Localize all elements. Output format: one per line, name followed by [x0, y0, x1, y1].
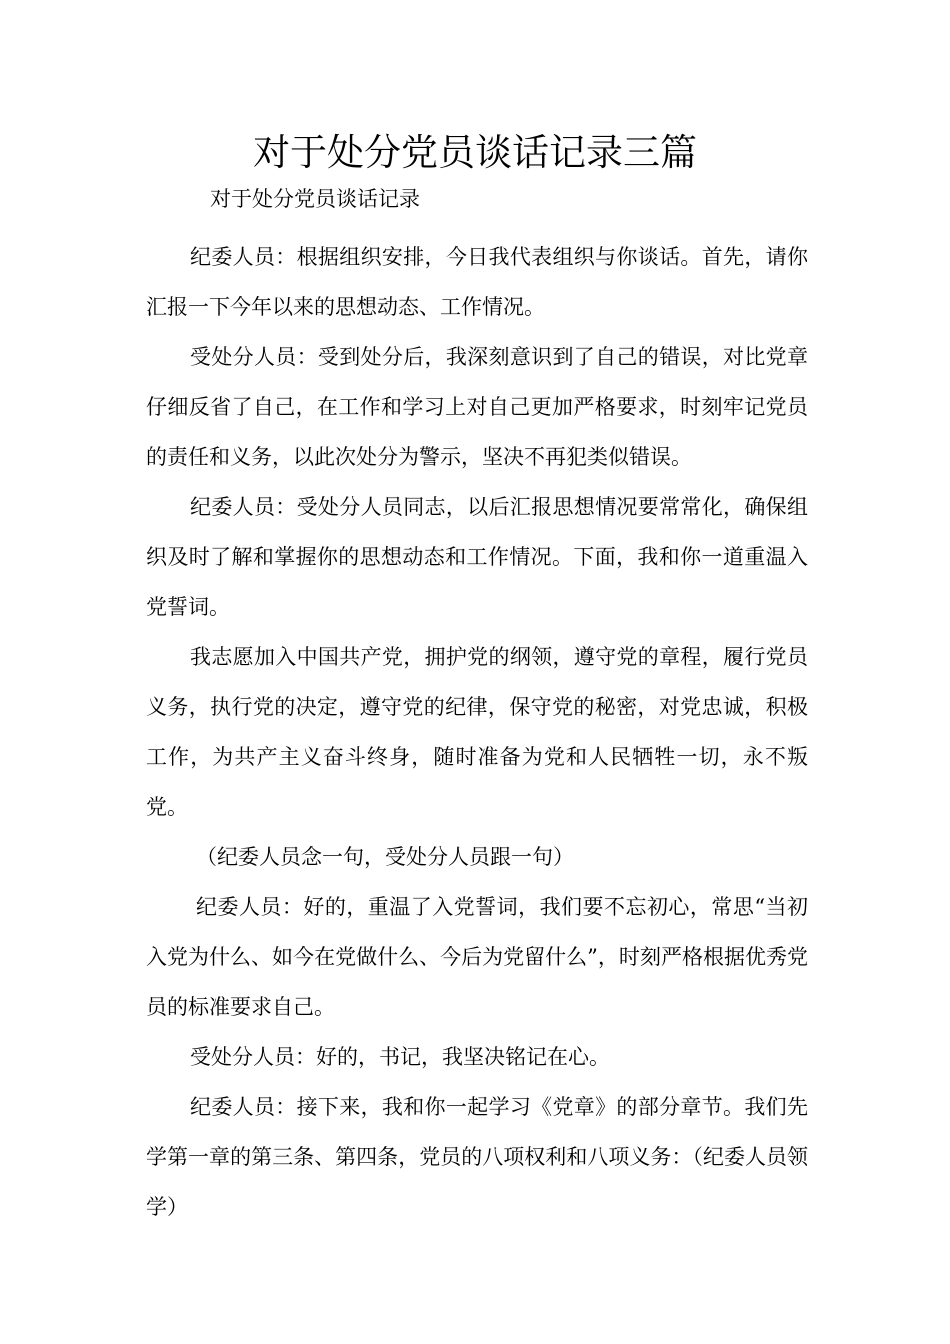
paragraph-2: 受处分人员：受到处分后，我深刻意识到了自己的错误，对比党章仔细反省了自己，在工作和学习上对自己更加严格要求，时刻牢记党员的责任和义务，以此次处分为警示，坚决不再犯类似错误。	[146, 345, 808, 469]
document-title: 对于处分党员谈话记录三篇	[253, 131, 697, 174]
paragraph-5-note: （纪委人员念一句，受处分人员跟一句）	[196, 845, 574, 869]
paragraph-4-oath: 我志愿加入中国共产党，拥护党的纲领，遵守党的章程，履行党员义务，执行党的决定，遵守党的纪律，保守党的秘密，对党忠诚，积极工作，为共产主义奋斗终身，随时准备为党和人民牺牲一切，永不叛党。	[146, 645, 808, 819]
document-subtitle: 对于处分党员谈话记录	[210, 187, 420, 211]
paragraph-1: 纪委人员：根据组织安排，今日我代表组织与你谈话。首先，请你汇报一下今年以来的思想动态、工作情况。	[146, 245, 808, 319]
document-body	[146, 232, 808, 1232]
paragraph-3: 纪委人员：受处分人员同志，以后汇报思想情况要常常化，确保组织及时了解和掌握你的思想动态和工作情况。下面，我和你一道重温入党誓词。	[146, 495, 808, 619]
paragraph-6: 纪委人员：好的，重温了入党誓词，我们要不忘初心，常思“当初入党为什么、如今在党做什么、今后为党留什么”，时刻严格根据优秀党员的标准要求自己。	[146, 895, 808, 1019]
paragraph-8: 纪委人员：接下来，我和你一起学习《党章》的部分章节。我们先学第一章的第三条、第四条，党员的八项权利和八项义务：（纪委人员领学）	[146, 1095, 808, 1219]
paragraph-7: 受处分人员：好的，书记，我坚决铭记在心。	[190, 1045, 610, 1069]
